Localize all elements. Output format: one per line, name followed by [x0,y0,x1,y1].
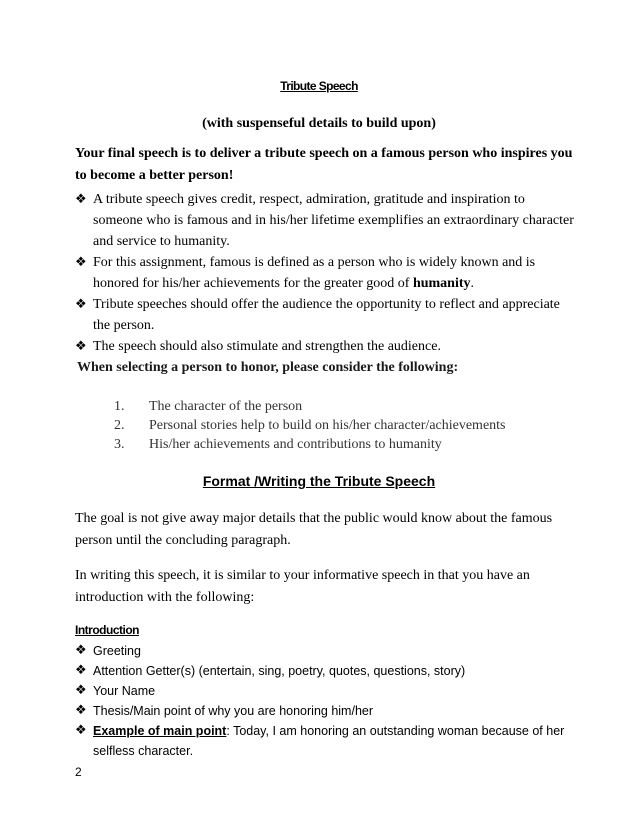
list-text: Attention Getter(s) (entertain, sing, poetry, quotes, questions, story) [93,664,466,678]
diamond-bullet-icon: ❖ [75,192,87,207]
list-item [75,721,575,761]
bullet-text-end: . [470,276,475,291]
list-text: His/her achievements and contributions to humanity [149,437,442,452]
list-item [75,681,575,701]
diamond-bullet-icon: ❖ [75,663,87,678]
diamond-bullet-icon: ❖ [75,255,87,270]
document-subtitle: (with suspenseful details to build upon) [202,116,436,131]
diamond-bullet-icon: ❖ [75,339,87,354]
bullet-text: A tribute speech gives credit, respect, admiration, gratitude and inspiration to someone who is famous and in his/her lifetime exemplifies an extraordinary character and service to humanity. [93,192,574,249]
list-number: 3. [114,437,125,452]
list-item [114,435,506,454]
bullet-text: The speech should also stimulate and strengthen the audience. [93,339,441,354]
diamond-bullet-icon: ❖ [75,683,87,698]
list-number: 1. [114,399,125,414]
diamond-bullet-icon: ❖ [75,703,87,718]
list-number: 2. [114,418,125,433]
considerations-list [114,397,506,454]
list-text: Greeting [93,644,141,658]
bullet-bold-text: humanity [412,276,471,291]
list-text: Thesis/Main point of why you are honoring him/her [93,704,374,718]
paragraph-writing: In writing this speech, it is similar to your informative speech in that you have an introduction with the following: [75,568,530,605]
introduction-list [75,641,575,761]
list-item [75,336,575,357]
tribute-bullet-list [75,189,575,357]
list-item [75,252,575,294]
intro-statement: Your final speech is to deliver a tribute speech on a famous person who inspires you to become a better person! [75,146,573,183]
bullet-text: Tribute speeches should offer the audience the opportunity to reflect and appreciate the person. [93,297,560,333]
diamond-bullet-icon: ❖ [75,723,87,738]
list-item [114,416,506,435]
example-label: Example of main point [93,724,227,738]
list-item [75,189,575,252]
list-text: : Today, I am honoring an outstanding woman because of her selfless character. [93,724,565,758]
list-item [75,661,575,681]
diamond-bullet-icon: ❖ [75,643,87,658]
list-text: Personal stories help to build on his/her character/achievements [149,418,506,433]
list-text: Your Name [93,684,156,698]
list-item [75,294,575,336]
page-number: 2 [75,765,82,779]
introduction-heading: Introduction [75,623,139,637]
consider-heading: When selecting a person to honor, please consider the following: [77,360,459,375]
document-title: Tribute Speech [280,79,358,93]
list-item [75,701,575,721]
list-item [114,397,506,416]
bullet-text: For this assignment, famous is defined as a person who is widely known and is honored for his/her achievements for the greater good of [93,255,536,291]
list-text: The character of the person [149,399,303,414]
format-heading: Format /Writing the Tribute Speech [202,473,436,489]
paragraph-goal: The goal is not give away major details that the public would know about the famous person until the concluding paragraph. [75,511,553,548]
list-item [75,641,575,661]
diamond-bullet-icon: ❖ [75,297,87,312]
